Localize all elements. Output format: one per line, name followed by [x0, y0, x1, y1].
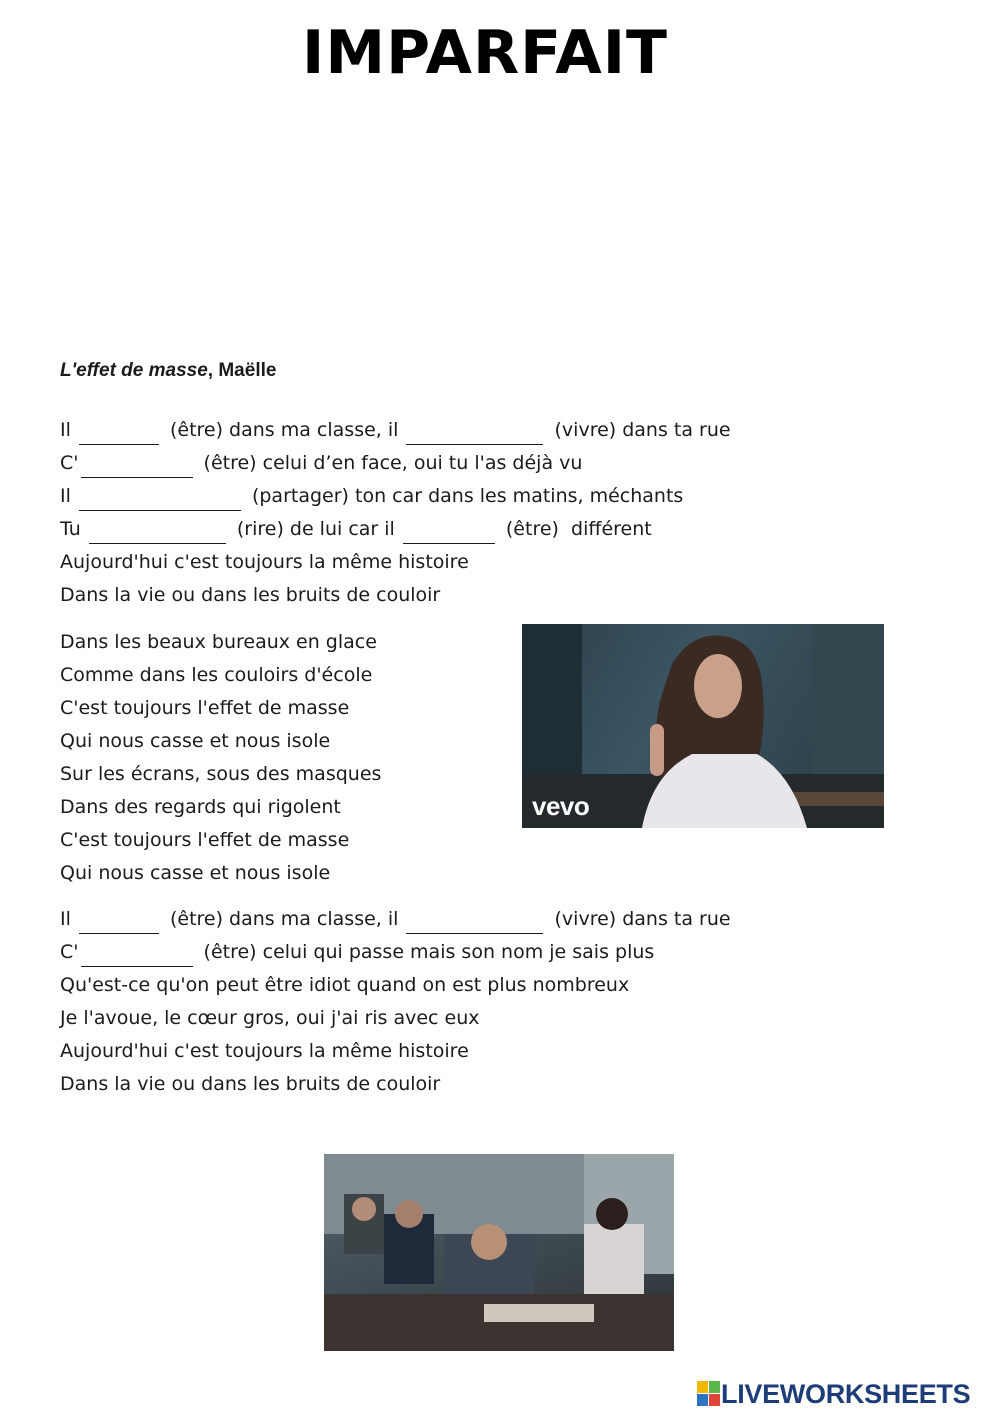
lyric-text: Il: [60, 485, 77, 507]
lyric-line: Comme dans les couloirs d'école: [60, 664, 373, 686]
vevo-logo: vevo: [532, 791, 590, 821]
lyric-line: [60, 513, 731, 546]
music-video-still-singer: [522, 624, 884, 828]
blank-input[interactable]: [403, 523, 495, 544]
lyric-line: [60, 447, 731, 480]
lyric-text: (être) différent: [499, 518, 652, 540]
song-artist: Maëlle: [218, 360, 277, 381]
lyric-line: [60, 414, 731, 447]
blank-input[interactable]: [79, 913, 159, 934]
lyric-line: Je l'avoue, le cœur gros, oui j'ai ris avec eux: [60, 1007, 480, 1029]
lyric-text: (vivre) dans ta rue: [548, 908, 731, 930]
lyric-text: C': [60, 452, 79, 474]
blank-input[interactable]: [81, 946, 193, 967]
song-title: L'effet de masse: [60, 360, 208, 381]
lyric-text: (rire) de lui car il: [230, 518, 401, 540]
chorus: [60, 626, 381, 890]
lyric-line: Aujourd'hui c'est toujours la même histoire: [60, 551, 469, 573]
liveworksheets-badge-icon: [697, 1381, 721, 1407]
blank-input[interactable]: [89, 523, 226, 544]
lyric-text: (être) celui d’en face, oui tu l'as déjà vu: [197, 452, 583, 474]
lyric-line: C'est toujours l'effet de masse: [60, 829, 350, 851]
lyric-text: (être) dans ma classe, il: [163, 419, 405, 441]
liveworksheets-wordmark: LIVEWORKSHEETS: [721, 1378, 971, 1409]
music-video-still-classroom: [324, 1154, 674, 1351]
lyric-line: [60, 480, 731, 513]
lyric-line: Dans des regards qui rigolent: [60, 796, 341, 818]
lyric-line: Dans la vie ou dans les bruits de couloir: [60, 584, 441, 606]
lyric-line: [60, 903, 731, 936]
lyric-text: Il: [60, 419, 77, 441]
lyric-line: C'est toujours l'effet de masse: [60, 697, 350, 719]
lyric-line: Sur les écrans, sous des masques: [60, 763, 382, 785]
verse-1: [60, 414, 731, 612]
lyric-text: Il: [60, 908, 77, 930]
blank-input[interactable]: [79, 490, 241, 511]
lyric-line: Qu'est-ce qu'on peut être idiot quand on est plus nombreux: [60, 974, 630, 996]
lyric-text: (partager) ton car dans les matins, méchants: [245, 485, 684, 507]
blank-input[interactable]: [79, 424, 159, 445]
song-separator: ,: [207, 360, 219, 381]
lyric-line: [60, 936, 731, 969]
lyric-line: Dans les beaux bureaux en glace: [60, 631, 377, 653]
song-heading: [60, 360, 276, 382]
lyric-text: C': [60, 941, 79, 963]
blank-input[interactable]: [406, 913, 543, 934]
lyric-text: (vivre) dans ta rue: [548, 419, 731, 441]
lyric-line: Dans la vie ou dans les bruits de couloir: [60, 1073, 441, 1095]
blank-input[interactable]: [81, 457, 193, 478]
lyric-line: Qui nous casse et nous isole: [60, 730, 331, 752]
worksheet-title: IMPARFAIT: [302, 18, 668, 88]
lyric-text: (être) celui qui passe mais son nom je sais plus: [197, 941, 655, 963]
lyric-line: Qui nous casse et nous isole: [60, 862, 331, 884]
verse-2: [60, 903, 731, 1101]
lyric-text: Tu: [60, 518, 87, 540]
blank-input[interactable]: [406, 424, 543, 445]
liveworksheets-logo: [697, 1378, 970, 1410]
classroom-illustration: [324, 1154, 674, 1351]
lyric-line: Aujourd'hui c'est toujours la même histoire: [60, 1040, 469, 1062]
lyric-text: (être) dans ma classe, il: [163, 908, 405, 930]
